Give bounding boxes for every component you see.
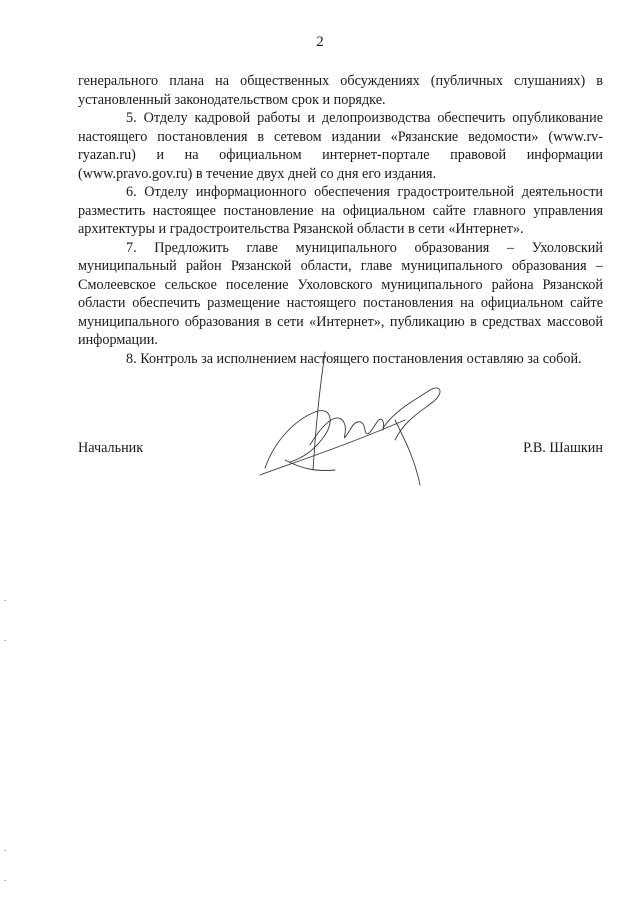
scan-edge-mark: [4, 880, 6, 881]
scan-edge-mark: [4, 850, 6, 851]
signatory-title: Начальник: [78, 440, 144, 456]
page-number: 2: [316, 34, 324, 50]
scan-edge-mark: [4, 640, 6, 641]
signatory-name: Р.В. Шашкин: [523, 440, 603, 456]
handwritten-signature: [255, 350, 455, 490]
paragraph-6: 6. Отделу информационного обеспечения градостроительной деятельности разместить настоящее постановление на официальном сайте главного управления архитектуры и градостроительства Рязанской области в сети «Интернет».: [78, 184, 603, 237]
document-body: [78, 72, 603, 368]
paragraph-continuation: генерального плана на общественных обсуждениях (публичных слушаниях) в установленный законодательством срок и порядке.: [78, 73, 603, 108]
scan-edge-mark: [4, 600, 6, 601]
paragraph-8: 8. Контроль за исполнением настоящего постановления оставляю за собой.: [126, 350, 582, 367]
paragraph-5: 5. Отделу кадровой работы и делопроизводства обеспечить опубликование настоящего постановления в сетевом издании «Рязанские ведомости» (www.rv-ryazan.ru) и на официальном интернет-портале правовой информации (www.pravo.gov.ru) в течение двух дней со дня его издания.: [78, 110, 603, 182]
paragraph-7: 7. Предложить главе муниципального образования – Ухоловский муниципальный район Рязанской области, главе муниципального образования – Смолеевское сельское поселение Ухоловского муниципального района Рязанской области обеспечить размещение настоящего постановления на официальном сайте муниципального образования в сети «Интернет», публикацию в средствах массовой информации.: [78, 239, 603, 348]
